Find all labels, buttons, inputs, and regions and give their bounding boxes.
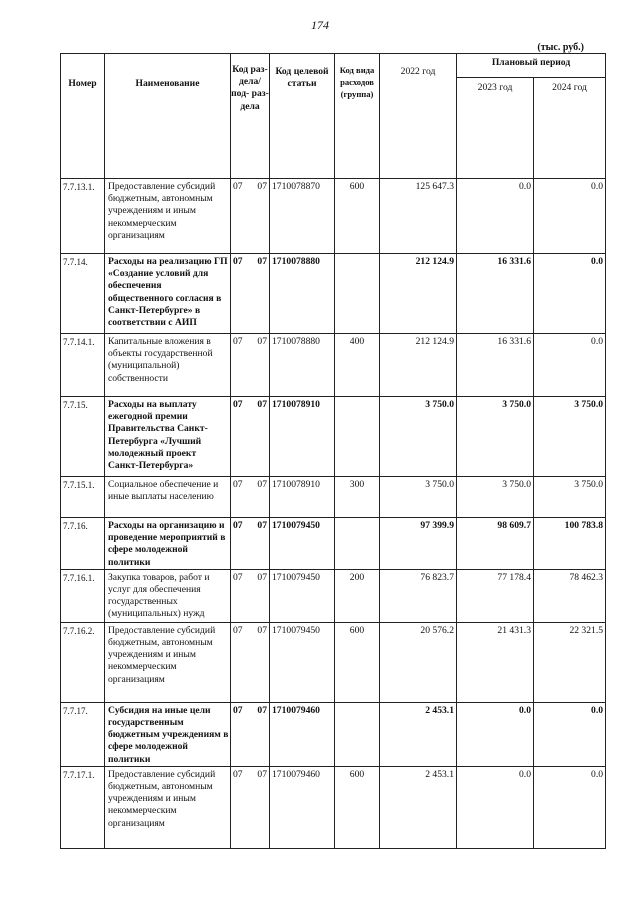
header-2023: 2023 год xyxy=(457,78,534,179)
row-name: Закупка товаров, работ и услуг для обеспечения государственных (муниципальных) нужд xyxy=(105,569,231,622)
row-2024: 3 750.0 xyxy=(534,397,606,477)
row-name: Расходы на реализацию ГП «Создание условий для обеспечения общественного согласия в Санкт-Петербурге» в соответствии с АИП xyxy=(105,254,231,334)
header-plan-period: Плановый период xyxy=(457,54,606,78)
row-2024: 0.0 xyxy=(534,766,606,848)
row-razdel xyxy=(231,397,270,477)
row-2024: 0.0 xyxy=(534,179,606,254)
row-2023: 0.0 xyxy=(457,702,534,766)
row-razdel-code: 07 xyxy=(233,768,243,780)
row-2022: 125 647.3 xyxy=(380,179,457,254)
row-2023: 0.0 xyxy=(457,179,534,254)
row-number: 7.7.13.1. xyxy=(61,179,105,254)
row-csr: 1710079460 xyxy=(270,766,335,848)
row-2022: 3 750.0 xyxy=(380,397,457,477)
row-2024: 0.0 xyxy=(534,702,606,766)
row-podrazdel-code: 07 xyxy=(257,256,267,267)
row-kvr xyxy=(335,397,380,477)
row-razdel-code: 07 xyxy=(233,624,243,636)
row-razdel xyxy=(231,254,270,334)
row-2022: 212 124.9 xyxy=(380,254,457,334)
row-csr: 1710078910 xyxy=(270,397,335,477)
units-label: (тыс. руб.) xyxy=(537,42,584,53)
table-row xyxy=(61,569,606,622)
row-kvr: 400 xyxy=(335,334,380,397)
row-2022: 97 399.9 xyxy=(380,518,457,570)
table-row xyxy=(61,702,606,766)
row-name: Предоставление субсидий бюджетным, автономным учреждениям и иным некоммерческим организациям xyxy=(105,766,231,848)
row-razdel-code: 07 xyxy=(233,520,243,531)
row-2022: 2 453.1 xyxy=(380,702,457,766)
row-2024: 0.0 xyxy=(534,254,606,334)
row-2023: 77 178.4 xyxy=(457,569,534,622)
row-podrazdel-code: 07 xyxy=(257,336,267,347)
row-razdel-code: 07 xyxy=(233,256,243,267)
row-csr: 1710079450 xyxy=(270,518,335,570)
row-razdel xyxy=(231,477,270,518)
page-number: 174 xyxy=(311,18,329,32)
row-podrazdel-code: 07 xyxy=(257,704,267,716)
row-podrazdel-code: 07 xyxy=(257,624,267,636)
table-row xyxy=(61,254,606,334)
row-podrazdel-code: 07 xyxy=(257,479,267,490)
row-number: 7.7.16. xyxy=(61,518,105,570)
row-2022: 20 576.2 xyxy=(380,622,457,702)
row-razdel-code: 07 xyxy=(233,704,243,716)
row-2023: 98 609.7 xyxy=(457,518,534,570)
row-kvr xyxy=(335,518,380,570)
header-name: Наименование xyxy=(105,54,231,179)
row-razdel xyxy=(231,334,270,397)
row-kvr: 600 xyxy=(335,179,380,254)
row-name: Капитальные вложения в объекты государственной (муниципальной) собственности xyxy=(105,334,231,397)
row-razdel xyxy=(231,569,270,622)
table-row xyxy=(61,179,606,254)
table-row xyxy=(61,477,606,518)
row-2022: 212 124.9 xyxy=(380,334,457,397)
row-razdel xyxy=(231,518,270,570)
row-number: 7.7.14. xyxy=(61,254,105,334)
row-2024: 100 783.8 xyxy=(534,518,606,570)
row-number: 7.7.16.2. xyxy=(61,622,105,702)
row-csr: 1710078910 xyxy=(270,477,335,518)
row-2024: 22 321.5 xyxy=(534,622,606,702)
row-name: Предоставление субсидий бюджетным, автономным учреждениям и иным некоммерческим организациям xyxy=(105,179,231,254)
row-number: 7.7.15.1. xyxy=(61,477,105,518)
row-number: 7.7.17.1. xyxy=(61,766,105,848)
row-podrazdel-code: 07 xyxy=(257,571,267,583)
table-row xyxy=(61,397,606,477)
row-razdel xyxy=(231,766,270,848)
row-2022: 76 823.7 xyxy=(380,569,457,622)
row-name: Предоставление субсидий бюджетным, автономным учреждениям и иным некоммерческим организациям xyxy=(105,622,231,702)
table-row xyxy=(61,334,606,397)
row-2023: 16 331.6 xyxy=(457,334,534,397)
row-2024: 3 750.0 xyxy=(534,477,606,518)
row-name: Субсидия на иные цели государственным бюджетным учреждениям в сфере молодежной политики xyxy=(105,702,231,766)
row-razdel-code: 07 xyxy=(233,479,243,490)
row-kvr xyxy=(335,702,380,766)
row-2022: 2 453.1 xyxy=(380,766,457,848)
budget-table xyxy=(60,53,606,849)
row-2024: 78 462.3 xyxy=(534,569,606,622)
row-name: Социальное обеспечение и иные выплаты населению xyxy=(105,477,231,518)
header-razdel: Код раз- дела/ под- раз- дела xyxy=(231,54,270,179)
row-number: 7.7.16.1. xyxy=(61,569,105,622)
row-csr: 1710079460 xyxy=(270,702,335,766)
row-2023: 3 750.0 xyxy=(457,397,534,477)
header-2024: 2024 год xyxy=(534,78,606,179)
row-number: 7.7.17. xyxy=(61,702,105,766)
row-number: 7.7.15. xyxy=(61,397,105,477)
row-2023: 21 431.3 xyxy=(457,622,534,702)
row-kvr: 300 xyxy=(335,477,380,518)
row-2022: 3 750.0 xyxy=(380,477,457,518)
header-number: Номер xyxy=(61,54,105,179)
row-kvr: 200 xyxy=(335,569,380,622)
row-razdel-code: 07 xyxy=(233,571,243,583)
row-csr: 1710079450 xyxy=(270,622,335,702)
row-razdel xyxy=(231,622,270,702)
row-razdel-code: 07 xyxy=(233,336,243,347)
row-csr: 1710078880 xyxy=(270,254,335,334)
row-podrazdel-code: 07 xyxy=(257,520,267,531)
row-name: Расходы на организацию и проведение мероприятий в сфере молодежной политики xyxy=(105,518,231,570)
row-podrazdel-code: 07 xyxy=(257,768,267,780)
table-row xyxy=(61,518,606,570)
row-razdel xyxy=(231,179,270,254)
row-2023: 0.0 xyxy=(457,766,534,848)
row-number: 7.7.14.1. xyxy=(61,334,105,397)
header-kvr: Код вида расходов (группа) xyxy=(335,54,380,179)
row-razdel xyxy=(231,702,270,766)
row-name: Расходы на выплату ежегодной премии Правительства Санкт-Петербурга «Лучший молодежный проект Санкт-Петербурга» xyxy=(105,397,231,477)
row-kvr: 600 xyxy=(335,766,380,848)
row-csr: 1710078870 xyxy=(270,179,335,254)
row-csr: 1710078880 xyxy=(270,334,335,397)
header-csr: Код целевой статьи xyxy=(270,54,335,179)
header-2022: 2022 год xyxy=(380,54,457,179)
row-csr: 1710079450 xyxy=(270,569,335,622)
row-podrazdel-code: 07 xyxy=(257,181,267,192)
table-row xyxy=(61,766,606,848)
row-2023: 16 331.6 xyxy=(457,254,534,334)
row-kvr xyxy=(335,254,380,334)
table-row xyxy=(61,622,606,702)
row-2024: 0.0 xyxy=(534,334,606,397)
row-razdel-code: 07 xyxy=(233,181,243,192)
row-2023: 3 750.0 xyxy=(457,477,534,518)
row-kvr: 600 xyxy=(335,622,380,702)
row-razdel-code: 07 xyxy=(233,399,243,410)
row-podrazdel-code: 07 xyxy=(257,399,267,410)
